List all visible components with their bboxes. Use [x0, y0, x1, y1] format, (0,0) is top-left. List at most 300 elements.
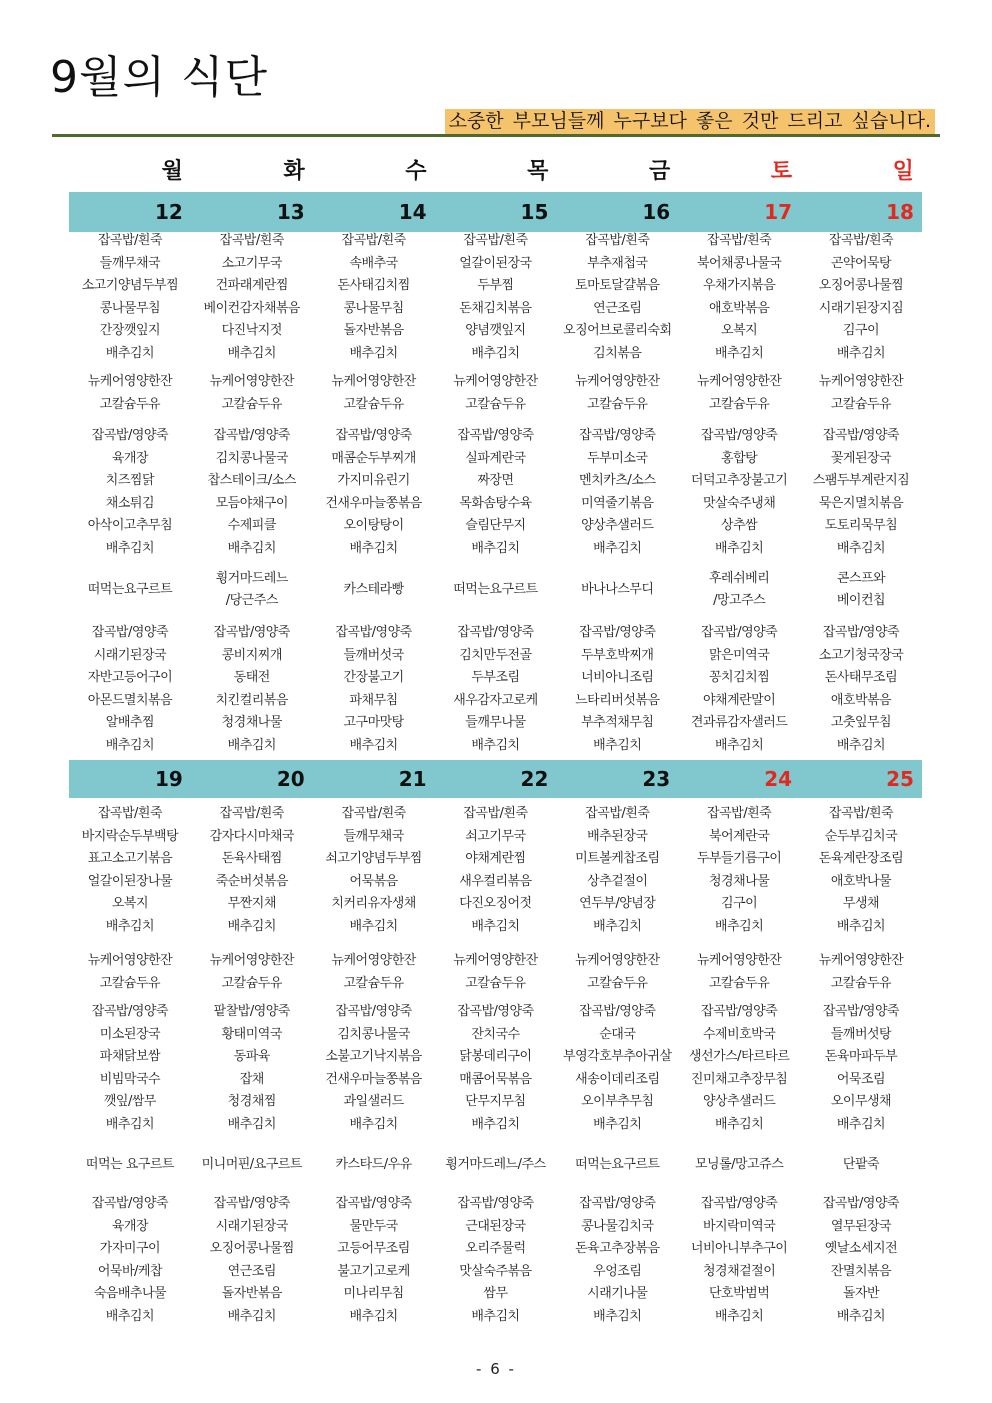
- menu-item: 동파육: [233, 1049, 270, 1064]
- menu-item: 배추김치: [105, 1308, 155, 1324]
- menu-cell: [313, 622, 435, 757]
- menu-item: 배추김치: [715, 1116, 764, 1132]
- menu-item: 잡곡밥/흰죽: [828, 233, 894, 248]
- dinner-row: [69, 622, 922, 757]
- menu-item: 얼갈이된장나물: [87, 873, 173, 889]
- menu-item: 미니머핀/요구르트: [201, 1156, 302, 1172]
- menu-cell: [435, 568, 557, 613]
- menu-item: 육개장: [111, 1218, 149, 1234]
- menu-cell: [678, 1001, 800, 1136]
- menu-item: 쌈무: [483, 1286, 508, 1301]
- menu-item: 두부찜: [477, 278, 514, 293]
- menu-cell: [191, 371, 313, 416]
- menu-item: 잡곡밥/영양죽: [579, 1004, 656, 1019]
- menu-item: 미소된장국: [99, 1026, 161, 1042]
- menu-item: 배추김치: [105, 1116, 155, 1132]
- menu-item: 잡곡밥/영양죽: [701, 428, 778, 443]
- menu-item: 근대된장국: [465, 1218, 526, 1234]
- menu-cell: [69, 1143, 191, 1188]
- menu-item: 연두부/양념장: [579, 896, 656, 911]
- lunch-row: [69, 425, 922, 560]
- menu-item: 배추김치: [593, 1116, 642, 1132]
- menu-item: 스팸두부계란지짐: [812, 473, 910, 488]
- date-bar: [69, 192, 922, 232]
- menu-item: 소고기양념두부찜: [81, 278, 179, 293]
- menu-item: 북어계란국: [708, 828, 770, 844]
- menu-item: 바나나스무디: [581, 581, 654, 597]
- menu-item: 카스타드/우유: [335, 1156, 412, 1172]
- date-label: 16: [642, 200, 671, 224]
- menu-item: 배추김치: [349, 737, 398, 753]
- weekday-label: 금: [648, 159, 671, 184]
- menu-cell: [313, 803, 435, 938]
- menu-item: 아몬드멸치볶음: [87, 692, 173, 708]
- menu-item: 두부호박찌개: [581, 647, 654, 663]
- menu-item: 배추김치: [349, 918, 398, 934]
- menu-item: 김구이: [721, 896, 758, 911]
- menu-cell: [69, 1193, 191, 1328]
- menu-cell: [313, 371, 435, 416]
- menu-cell: [435, 622, 557, 757]
- menu-item: 잡곡밥/영양죽: [701, 1196, 778, 1211]
- menu-item: 뉴케어영양한잔: [818, 374, 904, 389]
- menu-item: 꽁치김치찜: [708, 670, 770, 685]
- menu-item: 뉴케어영양한잔: [331, 953, 416, 968]
- menu-item: 시래기된장지짐: [818, 300, 904, 316]
- menu-item: 얼갈이된장국: [459, 255, 532, 271]
- date-label: 18: [886, 200, 914, 224]
- menu-item: 뉴케어영양한잔: [453, 953, 538, 968]
- menu-item: 콩나물김치국: [581, 1218, 654, 1234]
- menu-item: 표고소고기볶음: [87, 851, 173, 866]
- menu-item: 오징어콩나물찜: [818, 278, 904, 293]
- menu-cell: [313, 425, 435, 560]
- weekday-header: [69, 157, 922, 187]
- menu-item: 배추김치: [593, 737, 642, 753]
- menu-item: 잡곡밥/영양죽: [213, 625, 290, 640]
- menu-item: 맛살숙주냉채: [702, 495, 776, 511]
- menu-cell: [69, 371, 191, 416]
- menu-item: 너비아니조림: [581, 670, 654, 685]
- menu-item: 고칼슘두유: [708, 975, 770, 991]
- menu-item: 육개장: [111, 450, 149, 466]
- menu-item: 알배추찜: [105, 715, 155, 730]
- menu-cell: [556, 425, 678, 560]
- menu-item: 고칼슘두유: [221, 396, 282, 412]
- menu-cell: [678, 950, 800, 995]
- menu-item: 잡곡밥/흰죽: [341, 233, 406, 248]
- menu-cell: [191, 1143, 313, 1188]
- weekday-label: 월: [161, 159, 183, 184]
- menu-item: 고칼슘두유: [221, 975, 282, 991]
- menu-item: 애호박나물: [830, 873, 892, 889]
- menu-cell: [556, 1193, 678, 1328]
- menu-item: 실파계란국: [465, 450, 526, 466]
- menu-item: 동태전: [233, 670, 270, 685]
- menu-cell: [678, 230, 800, 365]
- menu-item: 비빔막국수: [99, 1071, 161, 1087]
- menu-item: 모닝롤/망고쥬스: [694, 1156, 784, 1172]
- menu-item: 잡곡밥/영양죽: [822, 428, 900, 443]
- menu-item: 잡곡밥/영양죽: [822, 1196, 900, 1211]
- menu-item: 배추김치: [471, 540, 520, 556]
- menu-item: 순두부김치국: [824, 828, 898, 844]
- menu-item: 잔멸치볶음: [830, 1263, 892, 1279]
- menu-item: 간장깻잎지: [99, 323, 161, 338]
- page-number: - 6 -: [476, 1360, 516, 1378]
- menu-item: 미역줄기볶음: [581, 495, 654, 511]
- date-label: 13: [276, 200, 305, 224]
- menu-item: 돈육계란장조림: [818, 851, 904, 866]
- menu-item: 콩비지찌개: [221, 647, 282, 663]
- menu-cell: [313, 1193, 435, 1328]
- menu-cell: [435, 230, 557, 365]
- menu-item: 우채가지볶음: [702, 278, 776, 293]
- menu-item: 잡곡밥/영양죽: [335, 625, 412, 640]
- menu-item: 수제피클: [227, 518, 276, 533]
- menu-item: 뉴케어영양한잔: [87, 953, 173, 968]
- menu-cell: [678, 568, 800, 613]
- menu-item: 배추김치: [227, 345, 276, 361]
- menu-item: 고칼슘두유: [830, 396, 892, 412]
- menu-item: 부추재첩국: [587, 255, 648, 271]
- menu-item: 열무된장국: [830, 1218, 892, 1234]
- menu-item: 가지미유린기: [337, 473, 410, 488]
- menu-item: 돌자반볶음: [343, 323, 404, 338]
- menu-cell: [678, 1193, 800, 1328]
- menu-item: 맛살숙주볶음: [459, 1263, 532, 1279]
- menu-item: 잡곡밥/영양죽: [579, 1196, 656, 1211]
- menu-item: 잡곡밥/흰죽: [463, 806, 528, 821]
- menu-item: 잡곡밥/영양죽: [701, 1004, 778, 1019]
- menu-item: 카스테라빵: [343, 581, 404, 597]
- menu-item: 잡곡밥/흰죽: [707, 233, 772, 248]
- date-label: 24: [764, 767, 793, 791]
- menu-cell: [69, 425, 191, 560]
- menu-item: 콘스프와: [836, 570, 886, 586]
- menu-item: 수제비호박국: [702, 1026, 776, 1042]
- menu-cell: [313, 1143, 435, 1188]
- menu-cell: [800, 371, 922, 416]
- menu-item: 양상추샐러드: [581, 518, 654, 533]
- menu-item: 진미채고추장무침: [690, 1071, 788, 1087]
- menu-cell: [435, 425, 557, 560]
- menu-item: 과일샐러드: [343, 1094, 404, 1109]
- menu-item: 견과류감자샐러드: [690, 715, 788, 730]
- menu-item: 두부미소국: [587, 450, 648, 466]
- page-title: 9월의 식단: [50, 52, 268, 103]
- menu-item: 곤약어묵탕: [830, 255, 892, 271]
- menu-item: 돌자반볶음: [221, 1286, 282, 1301]
- menu-item: 잡채: [239, 1071, 264, 1087]
- menu-item: 배추김치: [227, 918, 276, 934]
- menu-item: 돈사태김치찜: [337, 278, 410, 293]
- menu-item: 북어채콩나물국: [696, 255, 782, 271]
- menu-cell: [191, 568, 313, 613]
- menu-item: 배추김치: [715, 540, 764, 556]
- menu-item: 건새우마늘쫑볶음: [325, 495, 422, 511]
- menu-item: 멘치카츠/소스: [579, 473, 656, 488]
- menu-item: 배추김치: [593, 918, 642, 934]
- menu-item: 배추김치: [593, 1308, 642, 1324]
- menu-item: 배추김치: [715, 1308, 764, 1324]
- menu-item: 치즈찜닭: [105, 473, 155, 488]
- menu-item: 돈사태무조림: [824, 670, 898, 685]
- menu-cell: [556, 230, 678, 365]
- menu-item: 새우컬리볶음: [459, 873, 532, 889]
- weekday-label: 화: [283, 159, 305, 184]
- menu-item: 상추겉절이: [587, 873, 648, 889]
- date-label: 23: [642, 767, 671, 791]
- menu-item: 잡곡밥/영양죽: [822, 625, 900, 640]
- menu-item: 잡곡밥/영양죽: [579, 428, 656, 443]
- menu-item: 무짠지채: [227, 896, 276, 911]
- menu-cell: [435, 371, 557, 416]
- menu-item: 채소튀김: [105, 495, 155, 511]
- menu-item: 콩나물무침: [99, 300, 161, 316]
- menu-item: 떠먹는요구르트: [575, 1156, 660, 1172]
- menu-item: 소불고기낙지볶음: [325, 1049, 422, 1064]
- date-label: 21: [398, 767, 427, 791]
- menu-item: 배추김치: [227, 1116, 276, 1132]
- menu-item: 무생채: [842, 896, 880, 911]
- menu-item: 청경채찜: [227, 1094, 276, 1109]
- menu-item: 배추김치: [349, 1116, 398, 1132]
- menu-item: 간장불고기: [343, 670, 404, 685]
- menu-item: 홍합탕: [721, 450, 758, 466]
- menu-item: 뉴케어영양한잔: [696, 953, 782, 968]
- menu-item: 잡곡밥/영양죽: [457, 625, 534, 640]
- lunch-row: [69, 1001, 922, 1136]
- menu-item: /망고주스: [713, 593, 766, 608]
- menu-item: 잡곡밥/흰죽: [463, 233, 528, 248]
- menu-item: 잡곡밥/영양죽: [822, 1004, 900, 1019]
- menu-item: 떠먹는요구르트: [87, 581, 173, 597]
- menu-item: 오이탕탕이: [343, 518, 404, 533]
- menu-item: 불고기고로케: [337, 1263, 410, 1279]
- menu-item: 오이부추무침: [581, 1094, 654, 1109]
- menu-item: 배추김치: [836, 1308, 886, 1324]
- menu-cell: [313, 1001, 435, 1136]
- menu-cell: [556, 1143, 678, 1188]
- date-label: 12: [155, 200, 183, 224]
- menu-item: 배추김치: [227, 1308, 276, 1324]
- menu-item: 너비아니부추구이: [690, 1241, 788, 1256]
- menu-item: 고칼슘두유: [465, 396, 526, 412]
- menu-item: 소고기무국: [221, 255, 282, 271]
- menu-cell: [191, 950, 313, 995]
- menu-item: 고칼슘두유: [465, 975, 526, 991]
- menu-item: 배추김치: [105, 345, 155, 361]
- menu-item: 황태미역국: [221, 1026, 282, 1042]
- menu-item: 순대국: [599, 1026, 636, 1042]
- menu-item: 청경채겉절이: [702, 1263, 776, 1279]
- menu-item: 돈육고추장볶음: [575, 1241, 660, 1256]
- menu-item: 슬림단무지: [465, 518, 526, 533]
- menu-cell: [800, 425, 922, 560]
- menu-item: 우엉조림: [593, 1263, 642, 1279]
- menu-item: 애호박볶음: [708, 300, 770, 316]
- menu-item: 미나리무침: [343, 1286, 404, 1301]
- menu-item: 어묵조림: [836, 1071, 886, 1087]
- morning-snack-row: [69, 950, 922, 995]
- menu-item: 청경채나물: [221, 715, 282, 730]
- menu-item: 청경채나물: [708, 873, 770, 889]
- menu-item: 고칼슘두유: [343, 975, 404, 991]
- menu-item: 배추김치: [105, 737, 155, 753]
- menu-item: 배추김치: [836, 1116, 886, 1132]
- menu-cell: [800, 1001, 922, 1136]
- menu-item: 맑은미역국: [708, 647, 770, 663]
- menu-item: 뉴케어영양한잔: [575, 374, 660, 389]
- menu-item: 배추김치: [349, 540, 398, 556]
- menu-item: 잡곡밥/영양죽: [335, 1196, 412, 1211]
- menu-item: 휭거마드레느/주스: [445, 1156, 546, 1172]
- menu-item: 배추김치: [715, 737, 764, 753]
- menu-item: 배추김치: [471, 1116, 520, 1132]
- menu-item: 연근조림: [227, 1263, 276, 1279]
- date-label: 22: [520, 767, 549, 791]
- menu-item: 배추된장국: [587, 828, 648, 844]
- menu-item: 뉴케어영양한잔: [453, 374, 538, 389]
- dinner-row: [69, 1193, 922, 1328]
- menu-cell: [435, 1001, 557, 1136]
- menu-item: 죽순버섯볶음: [215, 873, 288, 889]
- menu-item: 느타리버섯볶음: [575, 692, 660, 708]
- menu-item: 시래기된장국: [93, 647, 167, 663]
- menu-item: 쇠고기양념두부찜: [325, 851, 422, 866]
- menu-cell: [435, 1193, 557, 1328]
- menu-item: 잡곡밥/영양죽: [457, 428, 534, 443]
- menu-item: 부추적채무침: [581, 715, 654, 730]
- menu-item: 김치콩나물국: [215, 450, 288, 466]
- menu-item: 잡곡밥/흰죽: [707, 806, 772, 821]
- menu-item: 고칼슘두유: [99, 975, 161, 991]
- menu-cell: [556, 568, 678, 613]
- menu-item: 고춧잎무침: [830, 715, 892, 730]
- menu-item: 매콤어묵볶음: [459, 1071, 532, 1087]
- menu-item: 감자다시마채국: [209, 828, 294, 844]
- menu-item: 돈육마파두부: [824, 1049, 898, 1064]
- menu-cell: [191, 425, 313, 560]
- menu-item: 잡곡밥/영양죽: [91, 1196, 169, 1211]
- menu-item: 잡곡밥/영양죽: [213, 1196, 290, 1211]
- menu-item: 뉴케어영양한잔: [209, 953, 294, 968]
- menu-cell: [678, 1143, 800, 1188]
- menu-item: 잡곡밥/영양죽: [579, 625, 656, 640]
- menu-item: 팥찰밥/영양죽: [213, 1004, 290, 1019]
- menu-item: 속배추국: [349, 255, 398, 271]
- menu-item: 단무지무침: [465, 1094, 526, 1109]
- menu-item: 짜장면: [477, 473, 514, 488]
- menu-item: 김치콩나물국: [337, 1026, 410, 1042]
- menu-item: 잡곡밥/흰죽: [585, 233, 650, 248]
- menu-item: 어묵볶음: [349, 873, 398, 889]
- menu-item: 뉴케어영양한잔: [818, 953, 904, 968]
- menu-cell: [800, 622, 922, 757]
- menu-cell: [800, 230, 922, 365]
- menu-item: 들깨무채국: [99, 255, 161, 271]
- menu-item: 배추김치: [836, 918, 886, 934]
- menu-item: 김치만두전골: [459, 647, 532, 663]
- menu-item: 어묵바/케찹: [97, 1263, 162, 1279]
- title-divider: [52, 134, 940, 137]
- menu-item: 새송이데리조림: [575, 1071, 660, 1087]
- menu-item: 배추김치: [227, 540, 276, 556]
- menu-item: 잡곡밥/영양죽: [213, 428, 290, 443]
- menu-cell: [678, 803, 800, 938]
- menu-cell: [313, 230, 435, 365]
- menu-cell: [313, 568, 435, 613]
- menu-item: 고칼슘두유: [587, 396, 648, 412]
- menu-cell: [435, 1143, 557, 1188]
- menu-item: 뉴케어영양한잔: [209, 374, 294, 389]
- menu-item: 배추김치: [227, 737, 276, 753]
- menu-cell: [69, 803, 191, 938]
- menu-item: 두부조림: [471, 670, 520, 685]
- weekday-label: 토: [770, 159, 793, 184]
- weekday-label: 일: [892, 159, 914, 184]
- menu-item: 뉴케어영양한잔: [696, 374, 782, 389]
- weekday-label: 수: [405, 159, 427, 184]
- menu-item: 치커리유자생채: [331, 896, 416, 911]
- menu-item: 야채계란말이: [702, 692, 776, 708]
- menu-cell: [191, 1193, 313, 1328]
- menu-item: 돌자반: [842, 1286, 880, 1301]
- menu-item: 뉴케어영양한잔: [87, 374, 173, 389]
- menu-item: 뉴케어영양한잔: [331, 374, 416, 389]
- menu-item: 잡곡밥/흰죽: [585, 806, 650, 821]
- menu-cell: [191, 230, 313, 365]
- menu-item: 배추김치: [105, 540, 155, 556]
- menu-item: 잡곡밥/흰죽: [219, 806, 284, 821]
- menu-item: 잡곡밥/흰죽: [219, 233, 284, 248]
- menu-item: 오리주물럭: [465, 1241, 526, 1256]
- menu-item: 더덕고추장불고기: [690, 473, 788, 488]
- menu-item: 고구마맛탕: [343, 715, 404, 730]
- menu-item: 부영각호부추아귀살: [563, 1049, 672, 1064]
- menu-item: 묵은지멸치볶음: [818, 495, 904, 511]
- menu-item: 잡곡밥/흰죽: [97, 806, 162, 821]
- menu-item: 다진오징어젓: [459, 896, 532, 911]
- menu-item: 베이컨감자채볶음: [203, 300, 300, 316]
- menu-item: 고칼슘두유: [99, 396, 161, 412]
- menu-cell: [800, 803, 922, 938]
- menu-item: 배추김치: [836, 540, 886, 556]
- menu-item: 양념깻잎지: [465, 323, 526, 338]
- menu-cell: [556, 950, 678, 995]
- menu-cell: [678, 371, 800, 416]
- date-label: 25: [886, 767, 914, 791]
- menu-item: 다진낙지젓: [221, 323, 282, 338]
- weekday-label: 목: [527, 159, 549, 184]
- menu-item: 잡곡밥/영양죽: [457, 1196, 534, 1211]
- menu-item: 떠먹는 요구르트: [85, 1156, 174, 1172]
- menu-item: 고칼슘두유: [708, 396, 770, 412]
- date-bar: [69, 760, 922, 798]
- menu-item: 꽃게된장국: [830, 450, 892, 466]
- menu-item: 토마토달걀볶음: [575, 278, 660, 293]
- menu-item: 치킨컬리볶음: [215, 692, 288, 708]
- menu-item: 잡곡밥/영양죽: [701, 625, 778, 640]
- menu-cell: [800, 1193, 922, 1328]
- menu-item: 배추김치: [593, 540, 642, 556]
- menu-item: 잡곡밥/영양죽: [91, 428, 169, 443]
- menu-item: 김구이: [842, 323, 880, 338]
- menu-cell: [191, 1001, 313, 1136]
- menu-item: 고칼슘두유: [830, 975, 892, 991]
- date-label: 14: [398, 200, 427, 224]
